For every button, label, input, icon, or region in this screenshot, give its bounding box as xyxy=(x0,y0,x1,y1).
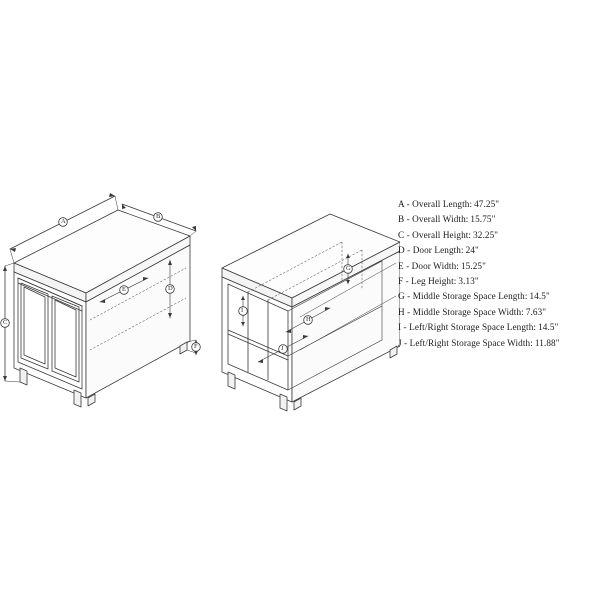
legend-value-f: 3.13" xyxy=(458,275,479,286)
legend-value-b: 15.75" xyxy=(470,214,496,225)
callout-a: A xyxy=(61,218,66,225)
cabinet-drawings xyxy=(0,150,400,430)
legend-item-e xyxy=(398,262,600,277)
legend-label-h: H - Middle Storage Space Width: xyxy=(398,306,524,317)
legend-label-d: D - Door Length: xyxy=(398,245,464,256)
callout-i: I xyxy=(241,307,244,314)
legend-label-b: B - Overall Width: xyxy=(398,214,469,225)
callout-g: G xyxy=(346,265,351,272)
legend-label-i: I - Left/Right Storage Space Length: xyxy=(398,322,537,333)
legend-item-c xyxy=(398,231,600,246)
legend-value-c: 32.25" xyxy=(473,229,499,240)
legend-item-f xyxy=(398,277,600,292)
callout-f: F xyxy=(194,343,198,350)
legend-item-a xyxy=(398,200,600,215)
legend-value-e: 15.25" xyxy=(460,260,486,271)
callout-c: C xyxy=(3,319,8,326)
legend-value-h: 7.63" xyxy=(525,306,547,317)
legend-item-g xyxy=(398,292,600,307)
legend-label-c: C - Overall Height: xyxy=(398,229,472,240)
legend-value-a: 47.25" xyxy=(474,199,500,209)
legend-value-d: 24" xyxy=(465,245,479,256)
callout-e: E xyxy=(122,286,126,293)
legend-item-d xyxy=(398,246,600,261)
legend-label-e: E - Door Width: xyxy=(398,260,459,271)
callout-d: D xyxy=(168,285,173,292)
callout-h: H xyxy=(306,316,311,323)
legend-label-a: A - Overall Length: xyxy=(398,199,473,209)
legend-item-i xyxy=(398,323,600,338)
legend-label-f: F - Leg Height: xyxy=(398,275,457,286)
legend-item-b xyxy=(398,215,600,230)
callout-j: J xyxy=(281,345,284,352)
legend-item-h xyxy=(398,308,600,323)
legend-item-j xyxy=(398,339,600,354)
legend-value-g: 14.5" xyxy=(529,291,550,302)
closed-door-view xyxy=(1,193,201,407)
legend-value-i: 14.5" xyxy=(538,322,559,333)
legend-label-j: J - Left/Right Storage Space Width: xyxy=(398,337,533,348)
open-shelf-view xyxy=(222,214,400,411)
legend-label-g: G - Middle Storage Space Length: xyxy=(398,291,528,302)
technical-drawing-svg xyxy=(0,150,400,430)
legend-value-j: 11.88" xyxy=(534,337,560,348)
callout-b: B xyxy=(156,213,161,220)
dimension-legend xyxy=(398,200,600,354)
